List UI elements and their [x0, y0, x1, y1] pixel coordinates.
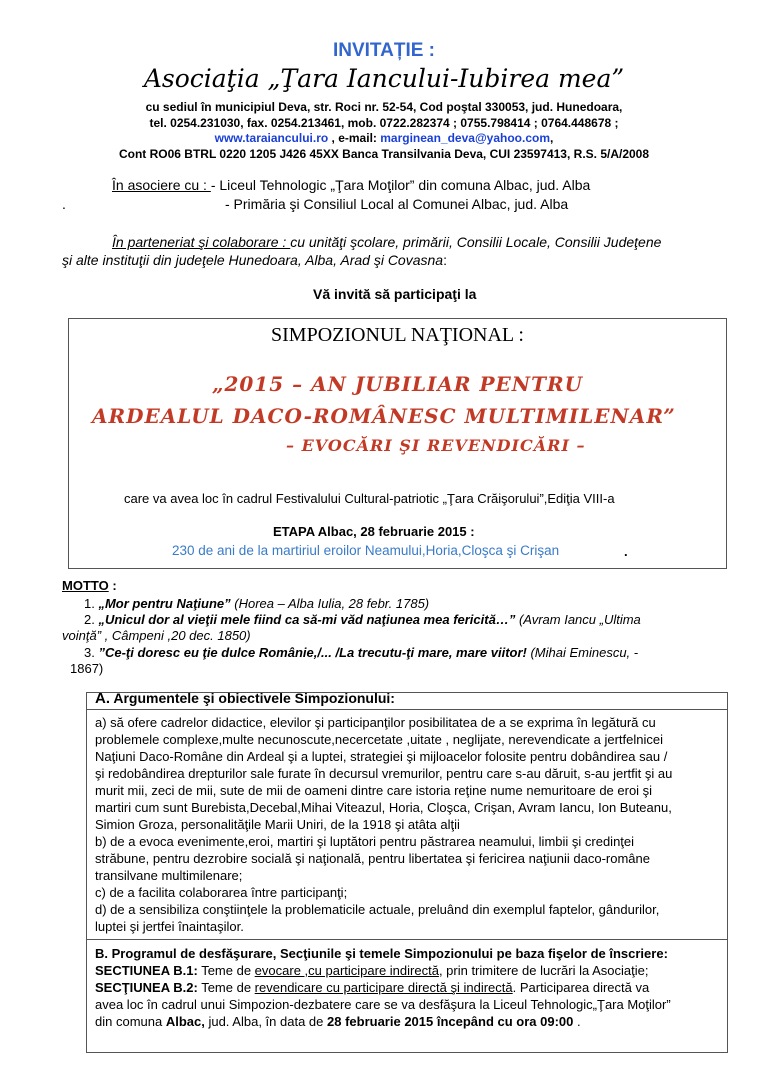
sections-table: [86, 692, 728, 1053]
partnership-text-2: şi alte instituţii din judeţele Hunedoara, Alba, Arad şi Covasna: [62, 252, 444, 268]
section-b1-topic: evocare ,cu participare indirectă: [254, 963, 439, 978]
table-divider: [87, 709, 727, 710]
association-line-1: [112, 177, 590, 193]
anniversary-dot: .: [624, 544, 628, 559]
motto-1-source: (Horea – Alba Iulia, 28 febr. 1785): [230, 596, 430, 611]
website-link[interactable]: www.taraiancului.ro: [214, 131, 329, 145]
association-dot: .: [62, 196, 66, 212]
motto-3-source-b: 1867): [70, 661, 104, 676]
table-divider: [87, 939, 727, 940]
invite-text: Vă invită să participaţi la: [313, 286, 477, 302]
partnership-label: În parteneriat şi colaborare :: [112, 234, 291, 250]
motto-3-quote: ”Ce-ţi doresc eu ţie dulce Românie,/... /La trecutu-ţi mare, mare viitor!: [98, 645, 527, 660]
section-a-line: d) de a sensibiliza conştiinţele la problematicile actuale, preluând din exemplul faptelor, gândurilor,: [95, 902, 660, 917]
section-b2-line-3-e: .: [573, 1014, 581, 1029]
motto-2: [84, 612, 641, 627]
symposium-heading: SIMPOZIONUL NAŢIONAL :: [271, 324, 524, 346]
motto-2-source-a: (Avram Iancu „Ultima: [515, 612, 641, 627]
association-seat: cu sediul în municipiul Deva, str. Roci nr. 52-54, Cod poştal 330053, jud. Hunedoara,: [145, 100, 623, 114]
invitation-title: INVITAȚIE :: [332, 40, 436, 61]
section-b1-text: Teme de: [197, 963, 255, 978]
festival-text: care va avea loc în cadrul Festivalului Cultural-patriotic „Ţara Crăişorului”,Ediţia VIII-a: [124, 491, 615, 506]
section-b2-line-2: avea loc în cadrul unui Simpozion-dezbatere care se va desfăşura la Liceul Tehnologic„Ţara Moţilor”: [95, 997, 671, 1012]
section-b2-line-3-a: din comuna: [95, 1014, 166, 1029]
partnership-line-2: [62, 252, 447, 268]
motto-heading: [62, 578, 117, 593]
motto-colon: :: [108, 578, 117, 593]
email-label: , e-mail:: [328, 131, 381, 145]
section-b2-rest: . Participarea directă va: [512, 980, 650, 995]
motto-2-number: 2.: [84, 612, 99, 627]
section-b2-label: SECŢIUNEA B.2:: [95, 980, 198, 995]
motto-1-number: 1.: [84, 596, 99, 611]
section-a-line: luptei şi jertfei înaintaşilor.: [95, 919, 244, 934]
section-a-letter: A.: [95, 690, 110, 707]
motto-1: [84, 596, 429, 611]
section-a-line: problemele complexe,multe necunoscute,necercetate ,uitate , neglijate, nerevendicate a jertfelnicei: [95, 732, 664, 747]
section-a-line: transilvane multimilenare;: [95, 868, 243, 883]
section-b2-line-3-d: 28 februarie 2015 începând cu ora 09:00: [327, 1014, 574, 1029]
email-link[interactable]: marginean_deva@yahoo.com: [380, 131, 550, 145]
section-b2: [95, 980, 649, 995]
association-contact: [0, 131, 768, 145]
section-a-line: martiri cum sunt Burebista,Decebal,Mihai Viteazul, Horia, Cloşca, Crişan, Avram Iancu, Ion Buteanu,: [95, 800, 672, 815]
section-b2-line-3: [95, 1014, 581, 1029]
motto-3-source-a: (Mihai Eminescu, -: [526, 645, 639, 660]
section-a-line: c) de a facilita colaborarea între participanţi;: [95, 885, 348, 900]
bank-account: Cont RO06 BTRL 0220 1205 J426 45XX Banca Transilvania Deva, CUI 23597413, R.S. 5/A/2008: [118, 147, 650, 161]
association-label: În asociere cu :: [112, 177, 211, 193]
partnership-text-1: cu unităţi şcolare, primării, Consilii Locale, Consilii Judeţene: [290, 234, 662, 250]
anniversary-line: [172, 542, 559, 560]
section-a-line: Simion Groza, personalităţile Marii Uniri, de la 1918 şi atâta alţii: [95, 817, 460, 832]
motto-label: MOTTO: [62, 578, 109, 593]
section-b1: [95, 963, 648, 978]
motto-1-quote: „Mor pentru Naţiune”: [98, 596, 231, 611]
section-b2-line-3-c: jud. Alba, în data de: [204, 1014, 327, 1029]
motto-3-number: 3.: [84, 645, 99, 660]
partnership-line-1: [112, 234, 661, 250]
symposium-title-line-3: – EVOCĂRI ŞI REVENDICĂRI –: [286, 436, 586, 455]
section-a-line: şi redobândirea drepturilor sale furate în decursul vremurilor, pentru care s-au dăruit, s-au jertfit şi au: [95, 766, 673, 781]
anniversary-text: 230 de ani de la martiriul eroilor Neamului,Horia,Cloşca şi Crişan: [172, 543, 560, 558]
email-suffix: ,: [550, 131, 554, 145]
section-a-line: străbune, pentru dezrobire socială şi naţională, pentru libertatea şi fericirea naţiunii daco-române: [95, 851, 650, 866]
section-a-title: [95, 690, 395, 707]
stage-text: ETAPA Albac, 28 februarie 2015 :: [273, 524, 475, 539]
symposium-title-line-2: ARDEALUL DACO-ROMÂNESC MULTIMILENAR”: [92, 404, 676, 428]
association-item-1: - Liceul Tehnologic „Ţara Moţilor” din comuna Albac, jud. Alba: [210, 177, 591, 193]
section-b2-topic: revendicare cu participare directă şi indirectă: [254, 980, 513, 995]
association-name: Asociaţia „Ţara Iancului-Iubirea mea”: [143, 64, 625, 93]
section-a-line: b) de a evoca evenimente,eroi, martiri şi luptători pentru păstrarea neamului, limbii şi credinţei: [95, 834, 635, 849]
section-a-line: murit mii, zeci de mii, sute de mii de oameni dintre care istoria reţine nume nemuritoare de eroi şi: [95, 783, 653, 798]
section-a-title-text: Argumentele şi obiectivele Simpozionului:: [110, 690, 395, 706]
section-b2-line-3-b: Albac,: [165, 1014, 205, 1029]
motto-2-quote: „Unicul dor al vieţii mele fiind ca să-mi văd naţiunea mea fericită…”: [98, 612, 516, 627]
partnership-colon: :: [443, 252, 447, 268]
section-b-title: B. Programul de desfăşurare, Secţiunile şi temele Simpozionului pe baza fişelor de înscriere:: [95, 946, 668, 961]
section-a-line: Naţiuni Daco-Române din Ardeal şi a luptei, strategiei şi mijloacelor folosite pentru dobândirea sau /: [95, 749, 668, 764]
section-a-line: a) să ofere cadrelor didactice, elevilor şi participanţilor posibilitatea de a se exprima în legătură cu: [95, 715, 656, 730]
association-phones: tel. 0254.231030, fax. 0254.213461, mob. 0722.282374 ; 0755.798414 ; 0764.448678 ;: [149, 116, 619, 130]
section-b1-label: SECTIUNEA B.1:: [95, 963, 198, 978]
section-b2-text: Teme de: [197, 980, 255, 995]
symposium-title-line-1: „2015 – AN JUBILIAR PENTRU: [211, 372, 584, 396]
section-b1-rest: , prin trimitere de lucrări la Asociaţie;: [438, 963, 649, 978]
motto-3: [84, 645, 638, 660]
motto-2-source-b: voinţă” , Câmpeni ,20 dec. 1850): [62, 628, 251, 643]
association-item-2: - Primăria şi Consiliul Local al Comunei Albac, jud. Alba: [225, 196, 569, 212]
